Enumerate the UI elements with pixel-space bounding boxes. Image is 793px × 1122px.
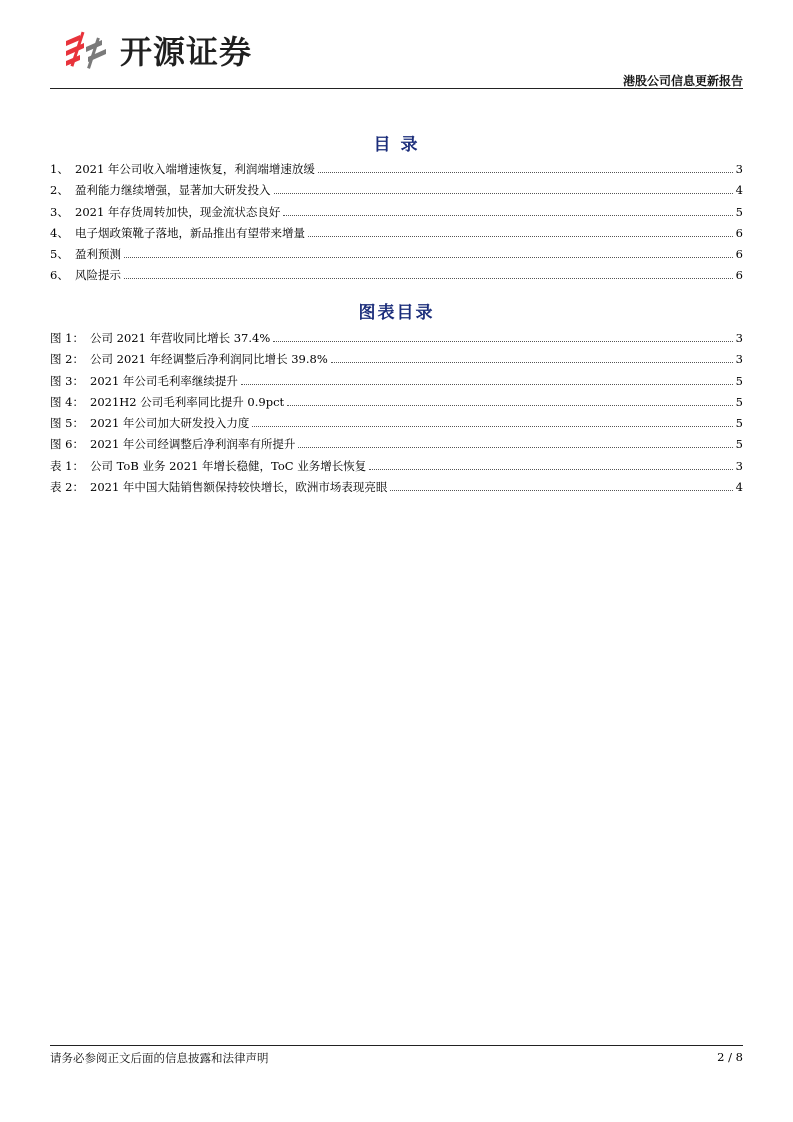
figure-item-label: 公司 2021 年经调整后净利润同比增长 39.8% xyxy=(90,352,328,367)
figure-item-label: 2021 年公司毛利率继续提升 xyxy=(90,373,238,388)
toc-item-label: 盈利能力继续增强，显著加大研发投入 xyxy=(75,183,271,198)
leader-dots xyxy=(331,361,733,363)
toc-item-number: 4、 xyxy=(50,225,69,240)
page-indicator: 2 / 8 xyxy=(717,1050,743,1064)
toc-item[interactable] xyxy=(50,225,743,246)
table-item-label: 公司 ToB 业务 2021 年增长稳健，ToC 业务增长恢复 xyxy=(90,458,367,473)
toc-item-label: 风险提示 xyxy=(75,268,121,283)
figure-item-page: 3 xyxy=(735,331,743,345)
footer-divider xyxy=(50,1045,743,1046)
leader-dots xyxy=(124,277,733,279)
table-item[interactable] xyxy=(50,458,743,479)
leader-dots xyxy=(273,340,733,342)
leader-dots xyxy=(369,468,733,470)
figure-item-page: 5 xyxy=(735,394,743,409)
figure-item-number: 图 5： xyxy=(50,416,84,431)
leader-dots xyxy=(274,192,734,194)
figure-item-number: 图 4： xyxy=(50,394,84,409)
figure-item-page: 5 xyxy=(735,437,743,452)
figures-title: 图表目录 xyxy=(358,303,435,323)
toc-item-page: 6 xyxy=(735,225,743,240)
table-item-label: 2021 年中国大陆销售额保持较快增长，欧洲市场表现亮眼 xyxy=(90,480,388,495)
toc-item-number: 1、 xyxy=(50,162,69,176)
leader-dots xyxy=(252,425,733,427)
leader-dots xyxy=(241,383,733,385)
figure-item[interactable] xyxy=(50,394,743,415)
figure-item[interactable] xyxy=(50,351,743,372)
figure-item[interactable] xyxy=(50,415,743,436)
toc-item[interactable] xyxy=(50,246,743,267)
leader-dots xyxy=(283,214,733,216)
toc-item-number: 3、 xyxy=(50,204,69,219)
figure-item-page: 5 xyxy=(735,416,743,431)
toc-item-page: 4 xyxy=(735,183,743,198)
table-item-page: 3 xyxy=(735,458,743,473)
report-type: 港股公司信息更新报告 xyxy=(622,74,743,88)
figure-item-number: 图 1： xyxy=(50,331,84,345)
toc-item-number: 2、 xyxy=(50,183,69,198)
toc-item-label: 盈利预测 xyxy=(75,247,121,262)
toc-item[interactable] xyxy=(50,161,743,182)
table-item-number: 表 1： xyxy=(50,458,84,473)
figure-item-number: 图 3： xyxy=(50,373,84,388)
toc-item-page: 6 xyxy=(735,247,743,262)
leader-dots xyxy=(287,404,733,406)
figure-item[interactable] xyxy=(50,330,743,351)
toc-item-number: 5、 xyxy=(50,247,69,262)
figure-item-label: 2021 年公司经调整后净利润率有所提升 xyxy=(90,437,296,452)
logo-mark-icon xyxy=(62,27,112,73)
figures-list xyxy=(50,330,743,500)
figure-item-page: 3 xyxy=(735,352,743,367)
toc-item[interactable] xyxy=(50,204,743,225)
toc-item-label: 2021 年存货周转加快，现金流状态良好 xyxy=(75,204,281,219)
toc-list xyxy=(50,161,743,289)
toc-item[interactable] xyxy=(50,267,743,288)
leader-dots xyxy=(318,171,733,173)
figure-item[interactable] xyxy=(50,373,743,394)
company-logo xyxy=(62,26,252,74)
figure-item-number: 图 2： xyxy=(50,352,84,367)
figure-item[interactable] xyxy=(50,436,743,457)
footer-disclaimer: 请务必参阅正文后面的信息披露和法律声明 xyxy=(50,1051,269,1065)
toc-item[interactable] xyxy=(50,182,743,203)
leader-dots xyxy=(298,446,733,448)
toc-title: 目 录 xyxy=(373,135,420,155)
table-item-page: 4 xyxy=(735,480,743,495)
figure-item-label: 公司 2021 年营收同比增长 37.4% xyxy=(90,331,271,345)
table-item[interactable] xyxy=(50,479,743,500)
toc-item-page: 3 xyxy=(735,162,743,176)
toc-item-page: 5 xyxy=(735,204,743,219)
company-name: 开源证券 xyxy=(120,33,253,71)
table-item-number: 表 2： xyxy=(50,480,84,495)
header-divider xyxy=(50,88,743,89)
leader-dots xyxy=(390,489,733,491)
toc-item-page: 6 xyxy=(735,268,743,283)
toc-item-number: 6、 xyxy=(50,268,69,283)
toc-item-label: 电子烟政策靴子落地，新品推出有望带来增量 xyxy=(75,225,305,240)
figure-item-label: 2021 年公司加大研发投入力度 xyxy=(90,416,250,431)
leader-dots xyxy=(308,235,733,237)
toc-item-label: 2021 年公司收入端增速恢复，利润端增速放缓 xyxy=(75,162,315,176)
leader-dots xyxy=(124,256,733,258)
figure-item-page: 5 xyxy=(735,373,743,388)
figure-item-number: 图 6： xyxy=(50,437,84,452)
figure-item-label: 2021H2 公司毛利率同比提升 0.9pct xyxy=(90,394,285,409)
